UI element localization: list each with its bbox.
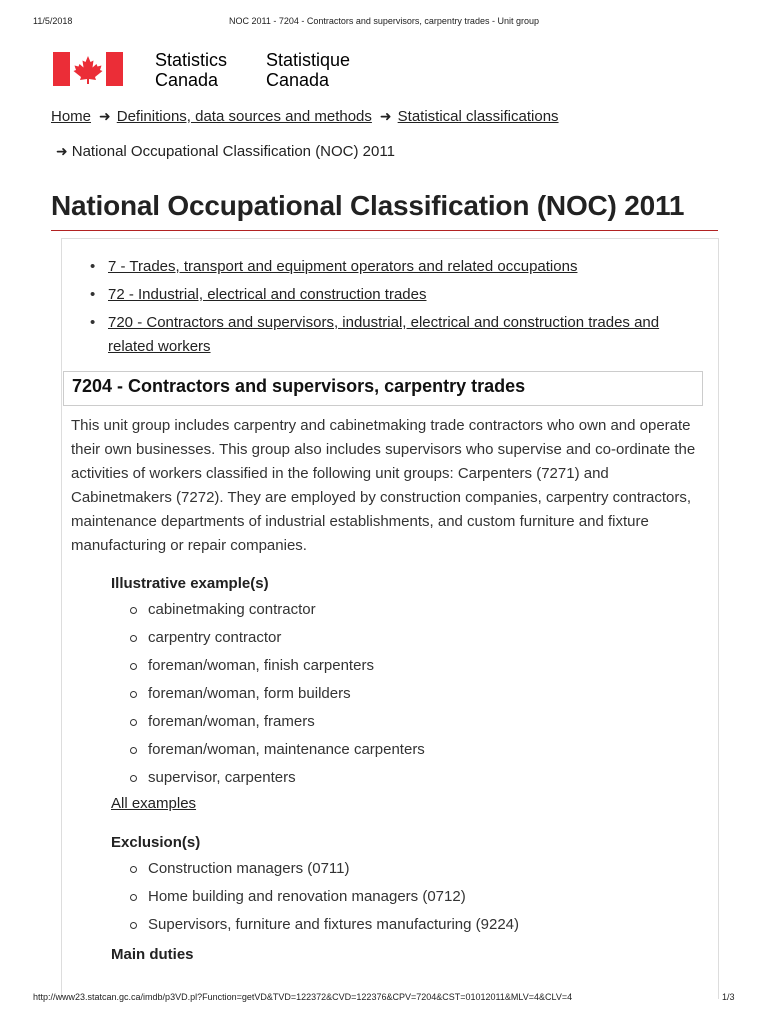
breadcrumb-definitions-link[interactable]: Definitions, data sources and methods xyxy=(116,108,372,125)
list-item: foreman/woman, framers xyxy=(128,708,425,736)
print-url: http://www23.statcan.gc.ca/imdb/p3VD.pl?Function=getVD&TVD=122372&CVD=122376&CPV=7204&CST=01012011&MLV=4&CLV=4 xyxy=(33,992,573,1002)
signature-french[interactable] xyxy=(266,50,350,90)
unit-group-title: 7204 - Contractors and supervisors, carpentry trades xyxy=(72,376,526,396)
print-page-number: 1/3 xyxy=(722,992,735,1002)
page-title: National Occupational Classification (NOC) 2011 xyxy=(51,190,685,221)
breadcrumb-classifications-link[interactable]: Statistical classifications xyxy=(397,108,559,125)
exclusions-list xyxy=(128,855,519,939)
classification-hierarchy xyxy=(88,255,708,363)
title-divider xyxy=(51,230,718,231)
list-item xyxy=(88,311,708,359)
hierarchy-link-72[interactable]: 72 - Industrial, electrical and construction trades xyxy=(108,286,427,303)
signature-english-line1: Statistics xyxy=(155,50,228,70)
illustrative-examples-heading: Illustrative example(s) xyxy=(111,575,269,592)
arrow-right-icon: ➜ xyxy=(379,108,392,124)
list-item: foreman/woman, form builders xyxy=(128,680,425,708)
list-item: foreman/woman, finish carpenters xyxy=(128,652,425,680)
print-title: NOC 2011 - 7204 - Contractors and supervisors, carpentry trades - Unit group xyxy=(229,16,539,26)
list-item: Supervisors, furniture and fixtures manufacturing (9224) xyxy=(128,911,519,939)
breadcrumb xyxy=(51,108,559,125)
unit-group-heading-box xyxy=(63,371,703,406)
signature-french-line2: Canada xyxy=(266,70,330,90)
arrow-right-icon: ➜ xyxy=(99,108,111,124)
list-item xyxy=(88,283,708,307)
list-item xyxy=(88,255,708,279)
all-examples-link[interactable]: All examples xyxy=(111,795,197,812)
signature-english[interactable] xyxy=(155,50,227,90)
unit-group-description: This unit group includes carpentry and cabinetmaking trade contractors who own and operate their own businesses. This group also includes supervisors who supervise and co-ordinate the activities of workers classified in the following unit groups: Carpenters (7271) and Cabinetmakers (7272). They are employed by construction companies, carpentry contractors, maintenance departments of industrial establishments, and custom furniture and fixture manufacturing or repair companies. xyxy=(71,417,696,554)
exclusions-heading: Exclusion(s) xyxy=(111,834,201,851)
breadcrumb-home-link[interactable]: Home xyxy=(51,108,92,125)
hierarchy-link-7[interactable]: 7 - Trades, transport and equipment operators and related occupations xyxy=(108,258,578,275)
list-item: supervisor, carpenters xyxy=(128,764,425,792)
print-date: 11/5/2018 xyxy=(33,16,73,26)
print-header xyxy=(0,16,768,30)
illustrative-examples-list xyxy=(128,596,425,792)
breadcrumb-current-label: National Occupational Classification (NOC) 2011 xyxy=(71,143,395,160)
signature-french-line1: Statistique xyxy=(266,50,351,70)
hierarchy-link-720[interactable]: 720 - Contractors and supervisors, industrial, electrical and construction trades and related workers xyxy=(108,314,660,355)
signature-english-line2: Canada xyxy=(155,70,219,90)
list-item: foreman/woman, maintenance carpenters xyxy=(128,736,425,764)
list-item: Construction managers (0711) xyxy=(128,855,519,883)
breadcrumb-current xyxy=(56,143,395,160)
list-item: Home building and renovation managers (0712) xyxy=(128,883,519,911)
list-item: carpentry contractor xyxy=(128,624,425,652)
canada-flag-icon xyxy=(53,52,123,86)
arrow-right-icon: ➜ xyxy=(56,143,68,159)
main-duties-heading: Main duties xyxy=(111,946,194,963)
list-item: cabinetmaking contractor xyxy=(128,596,425,624)
